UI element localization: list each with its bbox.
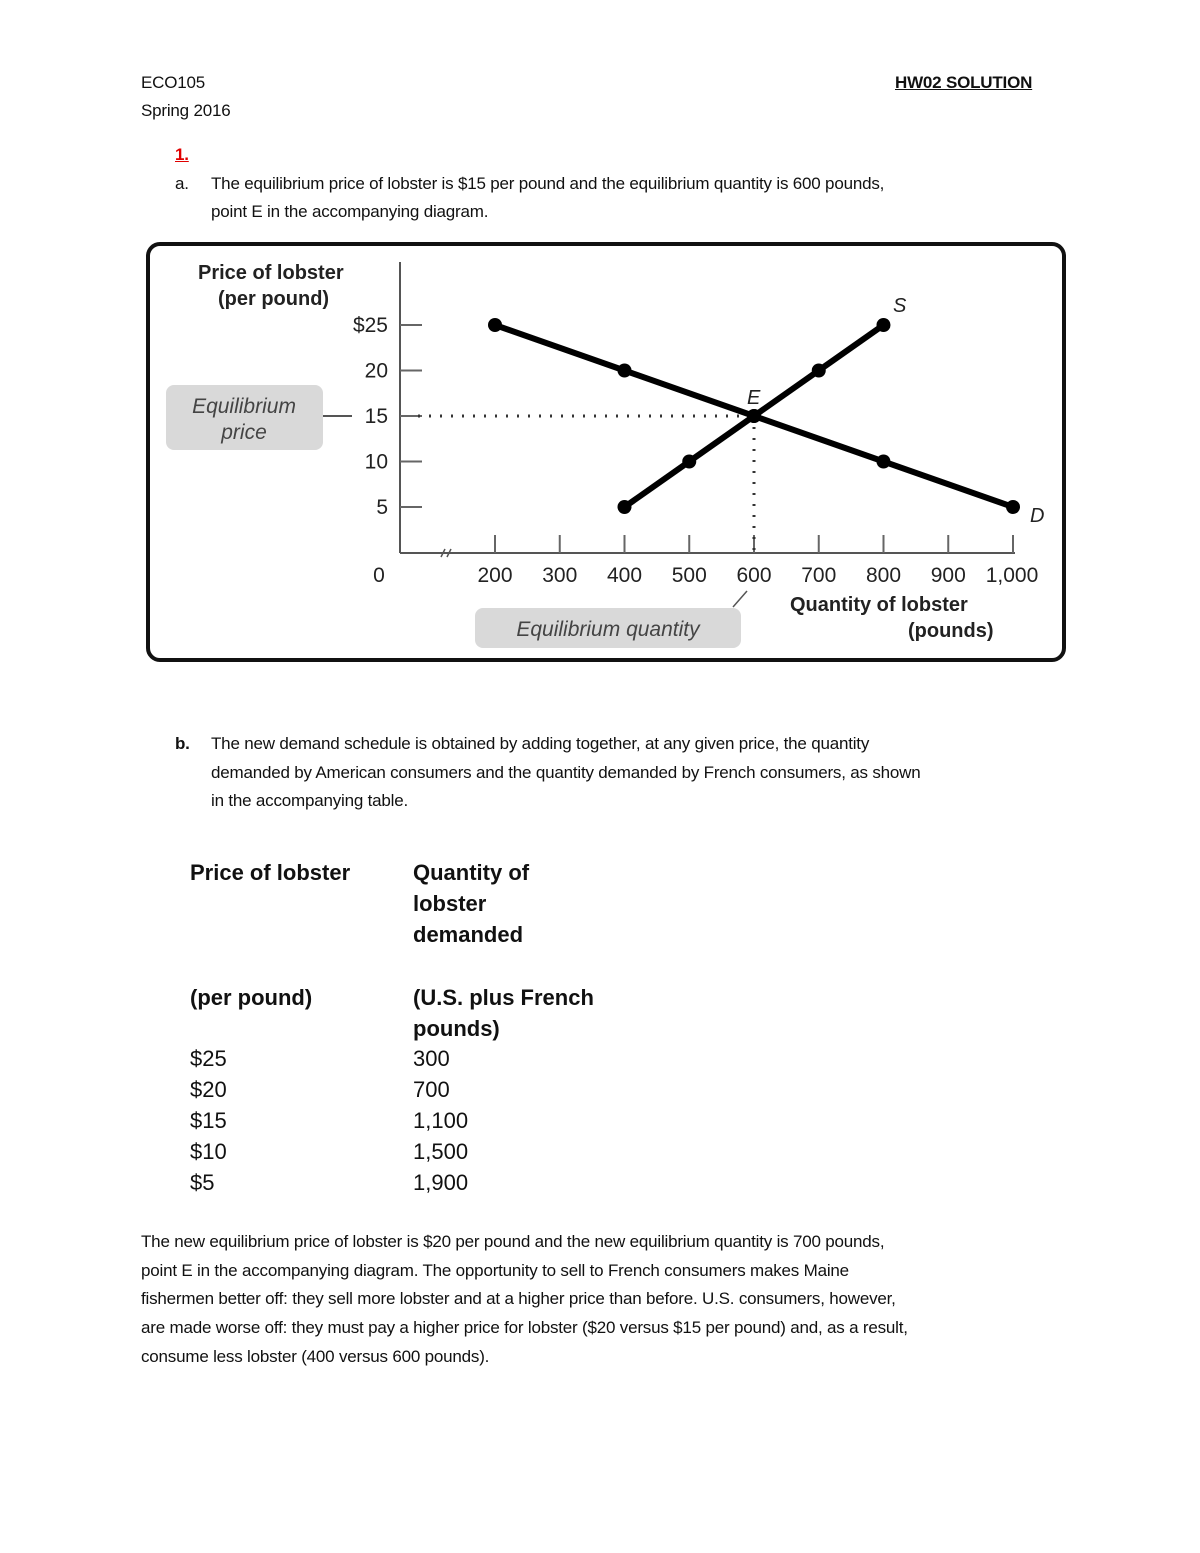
supply-point	[747, 409, 761, 423]
part-b-line: The new demand schedule is obtained by adding together, at any given price, the quantity	[211, 734, 870, 753]
y-axis-label: Price of lobster	[198, 262, 344, 284]
document-title: HW02 SOLUTION	[895, 73, 1033, 92]
y-tick-label: 20	[364, 359, 388, 383]
question-number: 1.	[175, 145, 189, 164]
chart-svg	[150, 246, 1062, 658]
conclusion-line: consume less lobster (400 versus 600 pounds).	[141, 1346, 490, 1366]
part-b-line: demanded by American consumers and the quantity demanded by French consumers, as shown	[211, 763, 921, 782]
part-b-label: b.	[175, 734, 190, 753]
y-tick-label: 10	[364, 450, 388, 474]
conclusion-line: point E in the accompanying diagram. The opportunity to sell to French consumers makes Maine	[141, 1260, 849, 1280]
supply-point	[877, 318, 891, 332]
origin-label: 0	[373, 564, 385, 587]
term: Spring 2016	[141, 101, 231, 120]
part-a-label: a.	[175, 174, 189, 193]
conclusion-line: are made worse off: they must pay a higher price for lobster ($20 versus $15 per pound) and, as a result,	[141, 1318, 908, 1338]
table-cell-price: $20	[190, 1077, 227, 1102]
table-header-price: Price of lobster	[190, 860, 351, 885]
course-code: ECO105	[141, 73, 206, 92]
x-tick-label: 400	[606, 564, 643, 587]
equilibrium-price-annotation: price	[221, 421, 267, 444]
conclusion-paragraph	[141, 1228, 1061, 1372]
supply-point	[618, 500, 632, 514]
conclusion-line: The new equilibrium price of lobster is $20 per pound and the new equilibrium quantity is 700 pounds,	[141, 1232, 885, 1251]
equilibrium-price-annotation: Equilibrium	[192, 395, 296, 418]
x-tick-label: 900	[930, 564, 966, 587]
y-tick-label: $25	[352, 314, 388, 337]
table-cell-quantity: 300	[413, 1046, 450, 1071]
x-tick-label: 500	[671, 564, 707, 587]
demand-point	[618, 364, 632, 378]
table-cell-price: $15	[190, 1108, 227, 1133]
y-tick-label: 15	[364, 405, 388, 428]
y-axis-label: (per pound)	[218, 288, 330, 310]
table-subheader-price: (per pound)	[190, 985, 313, 1010]
table-cell-quantity: 1,900	[413, 1170, 469, 1195]
supply-point	[682, 455, 696, 469]
x-tick-label: 200	[477, 564, 513, 587]
equilibrium-quantity-annotation: Equilibrium quantity	[516, 618, 700, 641]
series-label-S: S	[893, 295, 907, 317]
table-header-quantity: Quantity of	[413, 860, 530, 885]
table-cell-quantity: 700	[413, 1077, 450, 1102]
table-cell-quantity: 1,500	[413, 1139, 469, 1164]
table-subheader-quantity: (U.S. plus French	[413, 985, 594, 1010]
table-cell-price: $5	[190, 1170, 215, 1195]
equilibrium-label: E	[747, 387, 761, 409]
part-b-line: in the accompanying table.	[211, 791, 409, 810]
conclusion-line: fishermen better off: they sell more lobster and at a higher price than before. U.S. consumers, however,	[141, 1289, 896, 1309]
table-subheader-quantity: pounds)	[413, 1016, 500, 1041]
supply-point	[812, 364, 826, 378]
table-header-quantity: lobster	[413, 891, 487, 916]
supply-demand-chart	[146, 242, 1066, 662]
part-a-line: The equilibrium price of lobster is $15 per pound and the equilibrium quantity is 600 pounds,	[211, 174, 885, 193]
table-cell-quantity: 1,100	[413, 1108, 469, 1133]
demand-point	[488, 318, 502, 332]
x-tick-label: 700	[801, 564, 837, 587]
x-tick-label: 800	[865, 564, 902, 587]
x-tick-label: 300	[542, 564, 578, 587]
table-cell-price: $10	[190, 1139, 227, 1164]
demand-point	[877, 455, 891, 469]
x-axis-label: Quantity of lobster	[790, 594, 968, 616]
quantity-annotation-leader	[733, 591, 747, 607]
y-tick-label: 5	[376, 496, 388, 519]
table-cell-price: $25	[190, 1046, 227, 1071]
x-tick-label: 1,000	[985, 564, 1039, 587]
table-header-quantity: demanded	[413, 922, 524, 947]
x-axis-label: (pounds)	[908, 620, 994, 642]
part-a-line: point E in the accompanying diagram.	[211, 202, 489, 221]
series-label-D: D	[1030, 505, 1045, 527]
demand-point	[1006, 500, 1020, 514]
x-tick-label: 600	[736, 564, 772, 587]
